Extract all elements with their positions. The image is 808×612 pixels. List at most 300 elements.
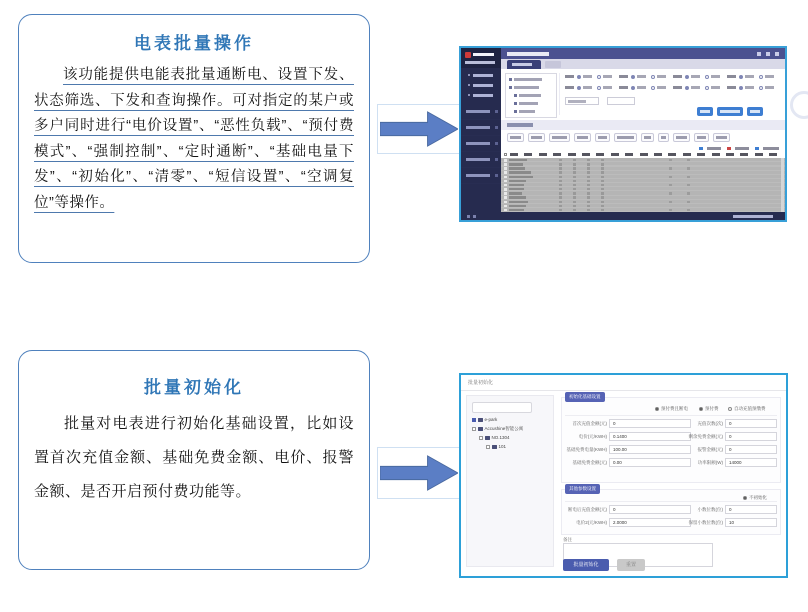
table-cell-value-mark [573, 163, 576, 165]
table-cell-value-mark [587, 159, 590, 161]
filter-group-label-bar [727, 75, 736, 78]
folder-icon [492, 445, 497, 449]
table-header-cell-bar [668, 153, 676, 156]
top-bar [501, 48, 785, 59]
batch-init-submit-button[interactable]: 批量初始化 [563, 559, 609, 571]
pagination-bar [461, 212, 785, 220]
filter-radio-icon[interactable] [631, 86, 635, 90]
table-row-checkbox[interactable] [504, 167, 507, 170]
table-cell-value-mark [601, 192, 604, 194]
filter-radio-label-bar [765, 86, 774, 89]
filter-radio-icon[interactable] [577, 75, 581, 79]
table-header-cell-bar [524, 153, 532, 156]
legend-mark [699, 147, 703, 150]
section-header-bar [501, 120, 785, 130]
form-page-title: 批量初始化 [468, 380, 494, 386]
operation-buttons-row [501, 133, 785, 144]
filter-group-label-bar [673, 75, 682, 78]
topbar-icon[interactable] [766, 52, 770, 56]
sidebar-menu-divider [461, 119, 501, 120]
filter-action-button-label-bar [750, 110, 760, 113]
form-field-label: 基础免费金额(元) [572, 460, 607, 465]
tree-item-checkbox[interactable] [486, 445, 490, 449]
table-header-checkbox[interactable] [504, 153, 507, 156]
table-header-cell-bar [769, 153, 777, 156]
mode-radio-option[interactable] [655, 405, 693, 412]
mini-tree-node-icon [509, 86, 512, 89]
tree-search-input[interactable] [472, 402, 532, 413]
operation-chip-label-bar [531, 136, 542, 139]
sidebar-menu-chevron-icon [495, 126, 498, 129]
callout1-title: 电表批量操作 [134, 34, 254, 53]
sidebar-menu-divider [461, 167, 501, 168]
form-field-input[interactable]: 0 [725, 505, 777, 514]
filter-radio-label-bar [603, 86, 612, 89]
filter-select-value-bar [568, 100, 586, 103]
table-row-checkbox[interactable] [504, 188, 507, 191]
table-cell-value-mark [559, 163, 562, 165]
right-arrow-icon [380, 108, 458, 150]
filter-group-label-bar [565, 86, 574, 89]
tree-item-label: 101 [498, 444, 507, 449]
active-tab[interactable] [507, 60, 541, 69]
filter-radio-icon[interactable] [631, 75, 635, 79]
filter-action-button-label-bar [700, 110, 710, 113]
active-tab-label-bar [512, 63, 532, 66]
table-row-checkbox[interactable] [504, 196, 507, 199]
table-cell-value-mark [601, 188, 604, 190]
mode-radio-option[interactable] [699, 405, 722, 412]
table-row-name-bar [509, 180, 526, 182]
table-header-cell-bar [582, 153, 590, 156]
table-cell-value-mark [669, 192, 672, 194]
mini-tree-node-icon [509, 78, 512, 81]
radio-label: 预付费 [705, 406, 719, 411]
operation-chip-label-bar [676, 136, 687, 139]
table-row-checkbox[interactable] [504, 192, 507, 195]
form-field-label: 保留小数位数(位) [688, 520, 723, 525]
filter-radio-icon[interactable] [651, 86, 655, 90]
table-cell-value-mark [669, 201, 672, 203]
operation-chip-label-bar [716, 136, 727, 139]
filter-radio-icon[interactable] [705, 86, 709, 90]
app-logo [461, 48, 501, 68]
pagination-text-bar [733, 215, 773, 218]
table-cell-value-mark [587, 209, 590, 211]
form-field-input[interactable]: 0 [609, 505, 691, 514]
filter-radio-label-bar [745, 86, 754, 89]
tree-item-label: Accushine智能公寓 [484, 426, 524, 431]
form-field-input[interactable]: 14000 [725, 458, 777, 467]
filter-radio-label-bar [637, 86, 646, 89]
legend-mark [755, 147, 759, 150]
table-row-name-bar [509, 205, 526, 207]
filter-radio-label-bar [691, 86, 700, 89]
table-header-cell-bar [596, 153, 604, 156]
table-header-cell-bar [740, 153, 748, 156]
tree-item-label: e-park [484, 417, 498, 422]
mini-tree-node-icon [514, 110, 517, 113]
folder-icon [478, 427, 483, 431]
sidebar-menu-divider [461, 183, 501, 184]
filter-radio-label-bar [583, 86, 592, 89]
filter-group-label-bar [619, 86, 628, 89]
mode-radio-option[interactable] [743, 494, 771, 501]
filter-radio-label-bar [583, 75, 592, 78]
table-cell-value-mark [601, 176, 604, 178]
table-row-name-bar [509, 159, 527, 161]
tree-item[interactable] [479, 434, 510, 441]
sidebar-submenu-item[interactable] [468, 84, 470, 86]
table-row-checkbox[interactable] [504, 159, 507, 162]
table-cell-value-mark [559, 180, 562, 182]
group1-divider [565, 415, 777, 416]
form-field-label: 首次充值金额(元) [572, 421, 607, 426]
table-row-checkbox[interactable] [504, 209, 507, 212]
table-header-cell-bar [712, 153, 720, 156]
form-field-label: 电价(元/KWH) [578, 434, 607, 439]
filter-radio-icon[interactable] [685, 86, 689, 90]
table-cell-value-mark [687, 176, 690, 178]
sidebar-submenu-label-bar [473, 74, 493, 77]
table-row-checkbox[interactable] [504, 205, 507, 208]
callout-meter-batch-ops [18, 14, 370, 263]
table-cell-value-mark [587, 163, 590, 165]
filter-select-box[interactable] [607, 97, 635, 105]
tab-strip[interactable] [501, 59, 785, 69]
operation-chip-label-bar [577, 136, 588, 139]
filter-action-button-label-bar [720, 110, 740, 113]
tree-item-checkbox[interactable] [472, 427, 476, 431]
radio-label: 自动充值预缴费 [734, 406, 766, 411]
form-field-label: 断电后充值金额(元) [568, 507, 607, 512]
table-cell-value-mark [669, 209, 672, 211]
table-cell-value-mark [601, 205, 604, 207]
tree-item[interactable] [472, 416, 497, 423]
sidebar [461, 48, 501, 212]
magnifier-watermark-icon [790, 91, 808, 119]
table-row-name-bar [509, 167, 525, 169]
mini-tree-node-icon [514, 102, 517, 105]
form-field-input[interactable]: 0.1400 [609, 432, 691, 441]
sidebar-menu-item[interactable] [466, 158, 490, 161]
form-field-label: 电价2(元/KWH) [576, 520, 607, 525]
table-header-cell-bar [510, 153, 518, 156]
table-cell-value-mark [559, 167, 562, 169]
table-cell-value-mark [559, 192, 562, 194]
table-header-cell-bar [539, 153, 547, 156]
filter-group-label-bar [619, 75, 628, 78]
sidebar-menu-chevron-icon [495, 110, 498, 113]
table-cell-value-mark [587, 180, 590, 182]
table-cell-value-mark [559, 209, 562, 211]
filter-panel [501, 69, 785, 121]
filter-radio-label-bar [765, 75, 774, 78]
form-field-input[interactable]: 10 [725, 518, 777, 527]
table-row-name-bar [509, 196, 526, 198]
sidebar-menu-divider [461, 135, 501, 136]
form-field-input[interactable]: 2.0000 [609, 518, 691, 527]
table-row-name-bar [509, 176, 533, 178]
radio-icon[interactable] [743, 496, 747, 500]
filter-group-label-bar [565, 75, 574, 78]
sidebar-menu-divider [461, 151, 501, 152]
radio-label: 不初始化 [749, 495, 767, 500]
table-row-name-bar [509, 188, 524, 190]
form-page-header [461, 375, 786, 391]
logo-text-line2 [465, 61, 495, 64]
filter-radio-label-bar [657, 86, 666, 89]
sidebar-menu-item[interactable] [466, 126, 490, 129]
logo-text-line1 [473, 53, 494, 56]
arrow1-frame [377, 104, 461, 154]
table-row-checkbox[interactable] [504, 184, 507, 187]
operation-chip-label-bar [661, 136, 666, 139]
filter-radio-icon[interactable] [597, 75, 601, 79]
legend-mark [763, 147, 779, 150]
tree-item[interactable] [486, 443, 506, 450]
table-cell-value-mark [559, 196, 562, 198]
sidebar-menu-item[interactable] [466, 110, 490, 113]
operation-chip-label-bar [644, 136, 651, 139]
table-cell-value-mark [601, 180, 604, 182]
sidebar-submenu-item[interactable] [468, 94, 470, 96]
table-row-name-bar [509, 184, 524, 186]
form-field-label: 剩余免费金额(元) [688, 434, 723, 439]
table-cell-value-mark [687, 159, 690, 161]
mini-tree-node-label-bar[interactable] [514, 86, 539, 89]
table-cell-value-mark [573, 196, 576, 198]
table-cell-value-mark [601, 209, 604, 211]
legend-mark [727, 147, 731, 150]
table-cell-value-mark [587, 171, 590, 173]
table-row-checkbox[interactable] [504, 180, 507, 183]
table-cell-value-mark [559, 171, 562, 173]
table-row-checkbox[interactable] [504, 201, 507, 204]
filter-group-label-bar [673, 86, 682, 89]
table-cell-value-mark [687, 209, 690, 211]
form-field-input[interactable]: 0 [725, 432, 777, 441]
table-cell-value-mark [573, 205, 576, 207]
screenshot-batch-init-form [459, 373, 788, 578]
footer-icon-2 [473, 215, 476, 218]
table-cell-value-mark [559, 184, 562, 186]
filter-radio-icon[interactable] [597, 86, 601, 90]
filter-radio-icon[interactable] [705, 75, 709, 79]
filter-radio-icon[interactable] [577, 86, 581, 90]
table-header-cell-bar [553, 153, 561, 156]
callout1-body: 该功能提供电能表批量通断电、设置下发、状态筛选、下发和查询操作。可对指定的某户或多户同时进行“电价设置”、“恶性负载”、“预付费模式”、“强制控制”、“定时通断”、“基础电量下发”、“初始化”、“清零”、“短信设置”、“空调复位”等操作。 [34, 67, 354, 211]
table-cell-value-mark [573, 180, 576, 182]
table-cell-value-mark [601, 163, 604, 165]
table-cell-value-mark [669, 167, 672, 169]
section-title-bar [507, 123, 533, 127]
table-cell-value-mark [687, 184, 690, 186]
meter-table-body[interactable] [501, 158, 785, 212]
form-field-input[interactable]: 100.00 [609, 445, 691, 454]
mode-radio-option[interactable] [728, 405, 771, 412]
form-field-label: 功率限额(W) [697, 460, 723, 465]
arrow2-frame [377, 447, 461, 499]
device-tree-mini[interactable] [505, 73, 557, 118]
filter-radio-icon[interactable] [685, 75, 689, 79]
sidebar-menu-chevron-icon [495, 158, 498, 161]
sidebar-menu-item[interactable] [466, 142, 490, 145]
mini-tree-node-label-bar[interactable] [519, 110, 535, 113]
radio-icon[interactable] [699, 407, 703, 411]
window-title-bar [507, 52, 549, 56]
table-header-cell-bar [611, 153, 619, 156]
table-scrollbar[interactable] [781, 158, 784, 212]
table-cell-value-mark [601, 171, 604, 173]
form-field-label: 基础免费电量(KWH) [566, 447, 607, 452]
table-header-cell-bar [697, 153, 705, 156]
operation-chip-label-bar [510, 136, 521, 139]
table-header-cell-bar [640, 153, 648, 156]
sidebar-submenu-label-bar [473, 94, 493, 97]
callout-batch-init [18, 350, 370, 570]
table-header-cell-bar [726, 153, 734, 156]
group2-divider [565, 501, 777, 502]
logo-mark-icon [465, 52, 471, 58]
tree-item-label: NO.1304 [491, 435, 510, 440]
form-field-label: 报警金额(元) [697, 447, 723, 452]
topbar-icon[interactable] [757, 52, 761, 56]
table-row-name-bar [509, 201, 528, 203]
operation-chip-label-bar [617, 136, 634, 139]
table-cell-value-mark [559, 201, 562, 203]
table-cell-value-mark [601, 201, 604, 203]
form-field-input[interactable]: 0 [725, 445, 777, 454]
table-row-checkbox[interactable] [504, 171, 507, 174]
table-row-checkbox[interactable] [504, 176, 507, 179]
tree-item-checkbox[interactable] [472, 418, 476, 422]
filter-radio-label-bar [711, 75, 720, 78]
table-cell-value-mark [559, 176, 562, 178]
table-cell-value-mark [587, 196, 590, 198]
sidebar-menu-chevron-icon [495, 174, 498, 177]
folder-icon [485, 436, 490, 440]
form-field-label: 充值次数(次) [697, 421, 723, 426]
table-cell-value-mark [601, 167, 604, 169]
tree-item-checkbox[interactable] [479, 436, 483, 440]
table-cell-value-mark [601, 184, 604, 186]
mini-tree-node-label-bar[interactable] [514, 78, 542, 81]
table-header-cell-bar [654, 153, 662, 156]
radio-icon[interactable] [655, 407, 659, 411]
legend-mark [735, 147, 749, 150]
tree-item[interactable] [472, 425, 523, 432]
filter-radio-label-bar [637, 75, 646, 78]
group2-title-chip: 其他参数设置 [565, 484, 600, 494]
filter-radio-label-bar [745, 75, 754, 78]
table-cell-value-mark [573, 171, 576, 173]
folder-icon [478, 418, 483, 422]
remark-label: 备注 [563, 537, 572, 542]
filter-radio-icon[interactable] [759, 86, 763, 90]
right-arrow-icon [380, 452, 458, 494]
filter-group-label-bar [727, 86, 736, 89]
filter-radio-icon[interactable] [739, 75, 743, 79]
legend-mark [707, 147, 721, 150]
filter-radio-icon[interactable] [739, 86, 743, 90]
table-cell-value-mark [573, 167, 576, 169]
operation-chip-label-bar [598, 136, 607, 139]
form-field-input[interactable]: 0 [609, 419, 691, 428]
table-cell-value-mark [573, 176, 576, 178]
form-field-input[interactable]: 0.00 [609, 458, 691, 467]
table-cell-value-mark [669, 159, 672, 161]
form-field-input[interactable]: 0 [725, 419, 777, 428]
table-cell-value-mark [687, 201, 690, 203]
table-cell-value-mark [587, 176, 590, 178]
table-row-name-bar [509, 209, 524, 211]
table-row-name-bar [509, 192, 522, 194]
sidebar-submenu-label-bar [473, 84, 493, 87]
table-cell-value-mark [559, 188, 562, 190]
operation-chip-label-bar [552, 136, 567, 139]
operation-chip-label-bar [697, 136, 706, 139]
table-header-cell-bar [568, 153, 576, 156]
group1-title-chip: 初始化基础设置 [565, 392, 605, 402]
table-cell-value-mark [669, 176, 672, 178]
reset-button[interactable]: 重置 [617, 559, 645, 571]
filter-radio-icon[interactable] [759, 75, 763, 79]
mini-tree-node-label-bar[interactable] [519, 94, 541, 97]
form-field-label: 小数位数(位) [697, 507, 723, 512]
table-cell-value-mark [573, 159, 576, 161]
topbar-icon[interactable] [775, 52, 779, 56]
filter-radio-label-bar [603, 75, 612, 78]
filter-radio-icon[interactable] [651, 75, 655, 79]
table-cell-value-mark [587, 192, 590, 194]
radio-icon[interactable] [728, 407, 732, 411]
table-cell-value-mark [587, 188, 590, 190]
footer-icon-1 [467, 215, 470, 218]
table-cell-value-mark [587, 184, 590, 186]
table-cell-value-mark [687, 167, 690, 169]
screenshot-meter-batch-ops [459, 46, 787, 222]
table-cell-value-mark [587, 167, 590, 169]
table-cell-value-mark [573, 192, 576, 194]
table-cell-value-mark [573, 188, 576, 190]
table-cell-value-mark [573, 184, 576, 186]
table-cell-value-mark [669, 184, 672, 186]
device-tree-panel [466, 395, 554, 567]
inactive-tab[interactable] [545, 61, 561, 68]
mini-tree-node-label-bar[interactable] [519, 102, 538, 105]
table-cell-value-mark [687, 192, 690, 194]
table-header-cell-bar [683, 153, 691, 156]
table-cell-value-mark [573, 209, 576, 211]
table-cell-value-mark [601, 196, 604, 198]
table-cell-value-mark [587, 205, 590, 207]
callout2-body: 批量对电表进行初始化基础设置，比如设置首次充值金额、基础免费金额、电价、报警金额、是否开启预付费功能等。 [34, 415, 354, 500]
table-header-cell-bar [625, 153, 633, 156]
table-row-checkbox[interactable] [504, 163, 507, 166]
sidebar-submenu-item[interactable] [468, 74, 470, 76]
sidebar-menu-chevron-icon [495, 142, 498, 145]
table-row-name-bar [509, 171, 531, 173]
table-cell-value-mark [559, 159, 562, 161]
sidebar-menu-item[interactable] [466, 174, 490, 177]
callout2-title: 批量初始化 [144, 378, 244, 397]
filter-divider [559, 73, 560, 115]
filter-radio-label-bar [657, 75, 666, 78]
table-cell-value-mark [573, 201, 576, 203]
mini-tree-node-icon [514, 94, 517, 97]
table-cell-value-mark [559, 205, 562, 207]
